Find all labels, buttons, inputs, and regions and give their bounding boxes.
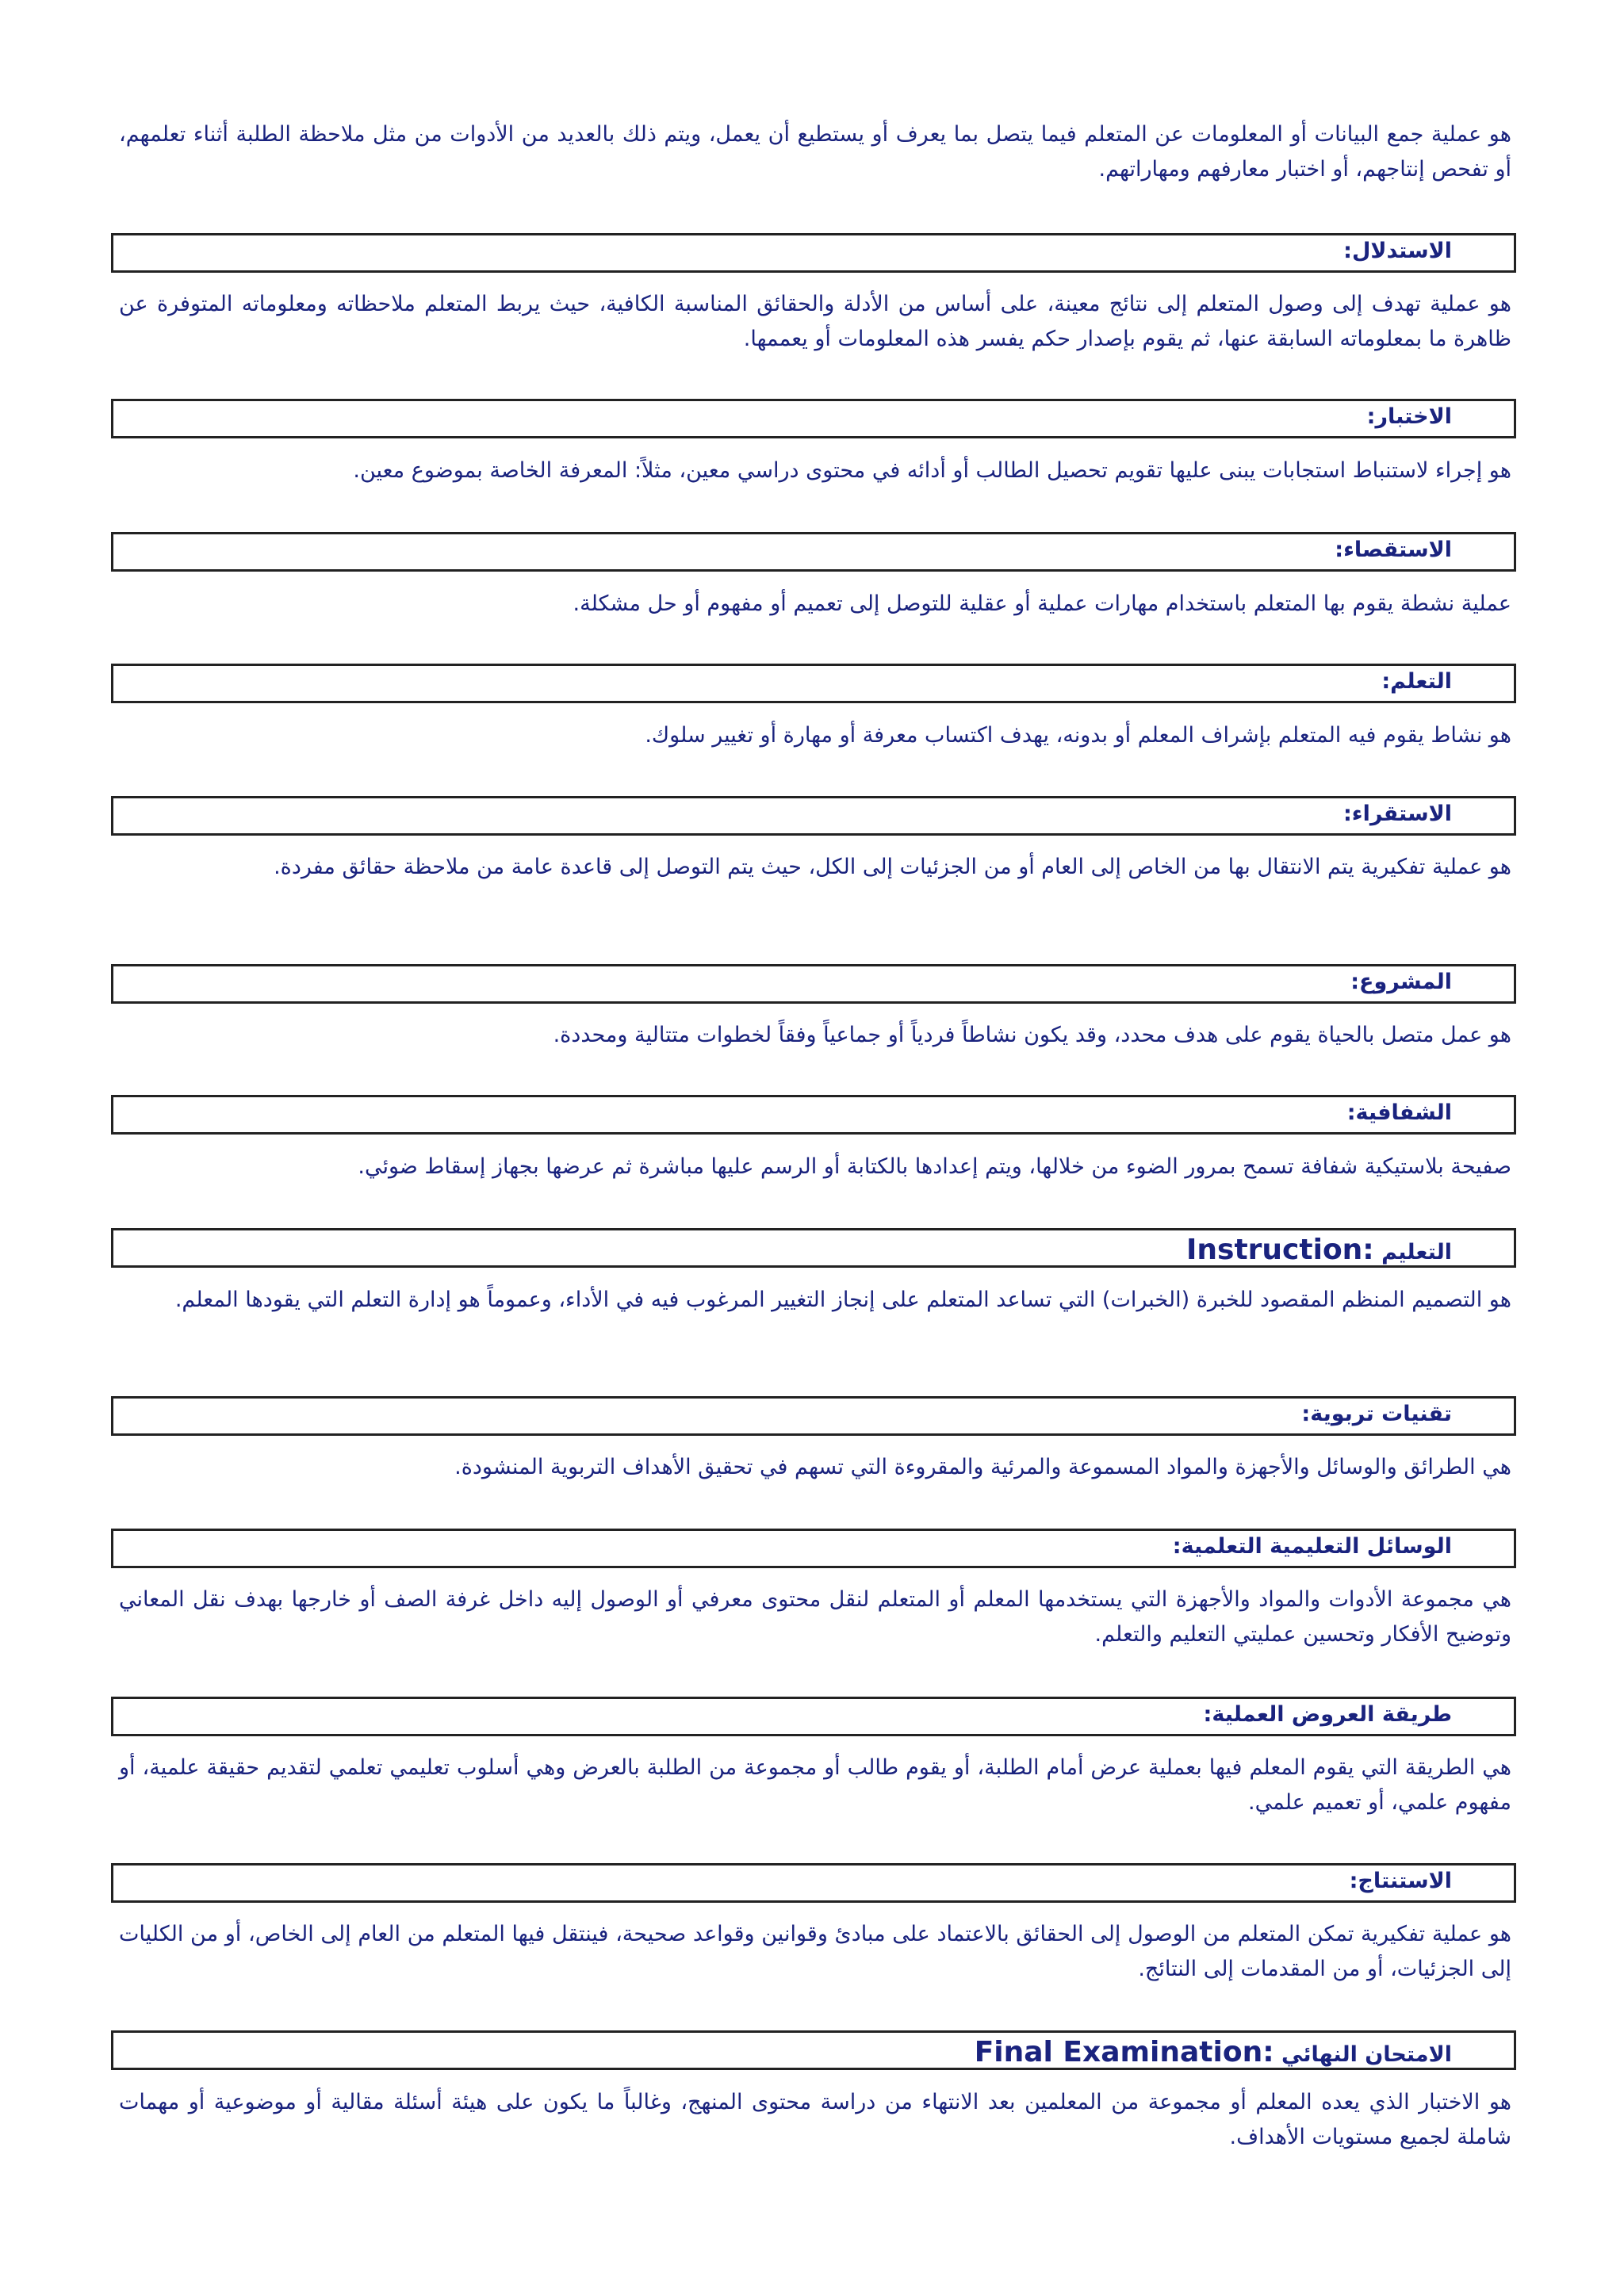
term-definition: هي الطريقة التي يقوم المعلم فيها بعملية عرض أمام الطلبة، أو يقوم طالب أو مجموعة من الطلبة بالعرض وهي أسلوب تعليمي تعلمي لتقديم حقيقة علمية، أو مفهوم علمي، أو تعميم علمي. xyxy=(119,1755,1511,1815)
term-definition: عملية نشطة يقوم بها المتعلم باستخدام مهارات عملية أو عقلية للتوصل إلى تعميم أو مفهوم أو حل مشكلة. xyxy=(573,591,1511,616)
term-definition: هو إجراء لاستنباط استجابات يبنى عليها تقويم تحصيل الطالب أو أدائه في محتوى دراسي معين، مثلاً: المعرفة الخاصة بموضوع معين. xyxy=(353,458,1511,483)
term-header-box xyxy=(111,399,1516,438)
term-definition: هو عملية تفكيرية يتم الانتقال بها من الخاص إلى العام أو من الجزئيات إلى الكل، حيث يتم التوصل إلى قاعدة عامة من ملاحظة حقائق مفردة. xyxy=(274,855,1511,879)
term-label: التعلم: xyxy=(1381,669,1452,694)
term-definition: هو نشاط يقوم فيه المتعلم بإشراف المعلم أو بدونه، يهدف اكتساب معرفة أو مهارة أو تغيير سلوك. xyxy=(645,723,1511,748)
term-header-box xyxy=(111,664,1516,703)
term-label: الاستدلال: xyxy=(1343,239,1452,263)
term-label-en: Instruction: xyxy=(1186,1234,1374,1266)
term-header-box xyxy=(111,1228,1516,1268)
term-label: الشفافية: xyxy=(1346,1100,1452,1125)
term-definition: هو عملية تفكيرية تمكن المتعلم من الوصول إلى الحقائق بالاعتماد على مبادئ وقوانين وقواعد صحيحة، فينتقل فيها المتعلم من العام إلى الخاص، أو من الكليات إلى الجزئيات، أو من المقدمات إلى النتائج. xyxy=(119,1922,1511,1981)
term-definition: صفيحة بلاستيكية شفافة تسمح بمرور الضوء من خلالها، ويتم إعدادها بالكتابة أو الرسم عليها مباشرة ثم عرضها بجهاز إسقاط ضوئي. xyxy=(358,1154,1511,1179)
term-label: تقنيات تربوية: xyxy=(1301,1402,1452,1426)
term-header-box xyxy=(111,532,1516,572)
term-label-ar: التعليم xyxy=(1381,1240,1452,1265)
term-label: الاستقراء: xyxy=(1342,802,1452,826)
term-definition: هو عمل متصل بالحياة يقوم على هدف محدد، وقد يكون نشاطاً فردياً أو جماعياً وفقاً لخطوات متتالية ومحددة. xyxy=(553,1023,1511,1047)
term-definition: هو عملية تهدف إلى وصول المتعلم إلى نتائج معينة، على أساس من الأدلة والحقائق المناسبة الكافية، حيث يربط المتعلم ملاحظاته ومعلوماته المتوفرة عن ظاهرة ما بمعلوماته السابقة عنها، ثم يقوم بإصدار حكم يفسر هذه المعلومات أو يعممها. xyxy=(119,292,1511,351)
term-definition: هي الطرائق والوسائل والأجهزة والمواد المسموعة والمرئية والمقروءة التي تسهم في تحقيق الأهداف التربوية المنشودة. xyxy=(454,1455,1511,1479)
term-header-box xyxy=(111,1529,1516,1568)
term-definition: هو التصميم المنظم المقصود للخبرة (الخبرات) التي تساعد المتعلم على إنجاز التغيير المرغوب فيه في الأداء، وعموماً هو إدارة التعلم التي يقودها المعلم. xyxy=(174,1288,1511,1312)
term-header-box xyxy=(111,964,1516,1004)
term-label xyxy=(1186,1234,1452,1266)
term-header-box xyxy=(111,1697,1516,1736)
term-label xyxy=(975,2036,1452,2068)
term-header-box xyxy=(111,1095,1516,1135)
term-label: الاستقصاء: xyxy=(1335,538,1452,562)
term-label: طريقة العروض العملية: xyxy=(1203,1702,1452,1727)
term-label: الوسائل التعليمية التعلمية: xyxy=(1172,1534,1452,1559)
term-definition: هي مجموعة الأدوات والمواد والأجهزة التي يستخدمها المعلم أو المتعلم لنقل محتوى معرفي أو الوصول إليه داخل غرفة الصف أو خارجها بهدف نقل المعاني وتوضيح الأفكار وتحسين عمليتي التعليم والتعلم. xyxy=(119,1587,1511,1647)
term-header-box xyxy=(111,1863,1516,1903)
term-definition: هو الاختبار الذي يعده المعلم أو مجموعة من المعلمين بعد الانتهاء من دراسة محتوى المنهج، وغالباً ما يكون على هيئة أسئلة مقالية أو موضوعية أو مهمات شاملة لجميع مستويات الأهداف. xyxy=(119,2090,1511,2149)
term-header-box xyxy=(111,2030,1516,2070)
term-header-box xyxy=(111,796,1516,836)
intro-paragraph: هو عملية جمع البيانات أو المعلومات عن المتعلم فيما يتصل بما يعرف أو يستطيع أن يعمل، ويتم ذلك بالعديد من الأدوات من مثل ملاحظة الطلبة أثناء تعلمهم، أو تفحص إنتاجهم، أو اختبار معارفهم ومهاراتهم. xyxy=(119,122,1511,182)
term-header-box xyxy=(111,1396,1516,1436)
term-label-en: Final Examination: xyxy=(974,2036,1274,2068)
term-header-box xyxy=(111,233,1516,273)
term-label: المشروع: xyxy=(1350,970,1452,994)
term-label-ar: الامتحان النهائي xyxy=(1281,2042,1452,2067)
term-label: الاستنتاج: xyxy=(1349,1869,1452,1893)
term-label: الاختبار: xyxy=(1366,404,1452,429)
